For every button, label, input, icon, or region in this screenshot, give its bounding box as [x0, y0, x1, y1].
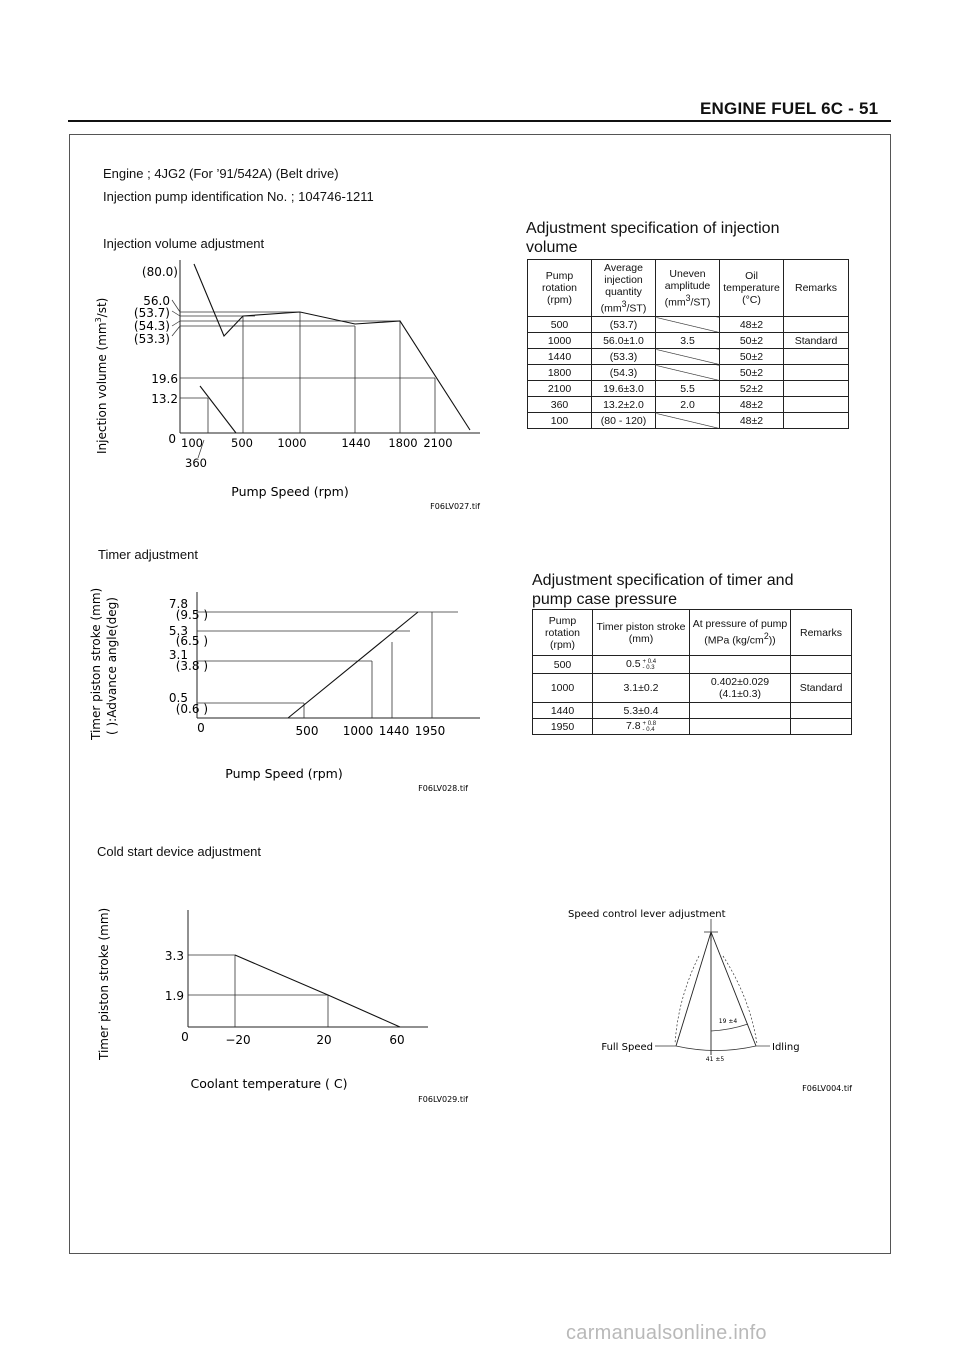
- timer-ytick-advance: (6.5 ): [175, 634, 208, 648]
- cell-rpm: 500: [528, 317, 592, 333]
- cold-ytick: 3.3: [164, 949, 184, 963]
- col-pump-rotation: Pump rotation (rpm): [533, 610, 593, 656]
- table-row: [528, 365, 849, 381]
- cell-rpm: 100: [528, 413, 592, 429]
- cell-remarks: [784, 349, 849, 365]
- table-row: [528, 381, 849, 397]
- cell-stroke-value: 7.8: [625, 720, 641, 733]
- col-average-quantity-sup: 3: [621, 298, 627, 309]
- timer-origin: 0: [197, 721, 205, 735]
- injection-ylabel-end: /st): [95, 297, 109, 318]
- injection-ytick: 19.6: [151, 372, 178, 386]
- col-remarks: Remarks: [791, 610, 852, 656]
- cell-oil: 48±2: [720, 317, 784, 333]
- cell-oil: 50±2: [720, 349, 784, 365]
- table-row: [533, 719, 852, 735]
- cell-uneven-empty: [656, 365, 720, 381]
- cell-rpm: 1440: [528, 349, 592, 365]
- cold-xtick: 20: [316, 1033, 332, 1047]
- header-rule: [68, 120, 891, 122]
- injection-ytick: (80.0): [141, 265, 178, 279]
- col-average-quantity-end: /ST): [626, 302, 647, 315]
- cold-y-axis-label: Timer piston stroke (mm): [97, 907, 111, 1060]
- injection-figure-id: F06LV027.tif: [430, 502, 480, 511]
- timer-ytick: 7.8: [168, 597, 188, 611]
- lever-left-dashed-arc: [675, 956, 699, 1044]
- cell-uneven-empty: [656, 317, 720, 333]
- cell-rpm: 2100: [528, 381, 592, 397]
- engine-line: Engine ; 4JG2 (For ’91/542A) (Belt drive): [103, 166, 339, 181]
- cell-remarks: [784, 381, 849, 397]
- injection-x-axis-label: Pump Speed (rpm): [231, 484, 349, 499]
- table-row: [533, 656, 852, 674]
- lever-inner-arc: [711, 1024, 748, 1031]
- lever-figure-id: F06LV004.tif: [802, 1084, 852, 1093]
- timer-ytick-advance: (0.6 ): [175, 702, 208, 716]
- lever-right-dashed-arc: [723, 956, 757, 1044]
- col-uneven-amplitude: [656, 260, 720, 317]
- injection-table-header: [528, 260, 849, 317]
- timer-xtick: 1000: [342, 724, 374, 738]
- col-pump-pressure-end: )): [768, 634, 776, 647]
- cell-stroke-tolerance: [643, 659, 657, 671]
- cell-pressure: 0.402±0.029 (4.1±0.3): [690, 674, 791, 703]
- timer-x-axis-label: Pump Speed (rpm): [225, 766, 343, 781]
- timer-ytick-advance: (9.5 ): [175, 608, 208, 622]
- cell-uneven-empty: [656, 349, 720, 365]
- cell-remarks: [791, 656, 852, 674]
- cell-rpm: 1000: [528, 333, 592, 349]
- cell-remarks: [791, 719, 852, 735]
- col-uneven-amplitude-main: Uneven amplitude (mm: [664, 267, 711, 309]
- col-uneven-amplitude-sup: 3: [685, 292, 691, 303]
- timer-xtick: 1440: [378, 724, 410, 738]
- cell-quantity: (54.3): [592, 365, 656, 381]
- injection-ytick: 13.2: [151, 392, 178, 406]
- timer-table-header: [533, 610, 852, 656]
- injection-xtick: 1440: [341, 436, 371, 450]
- injection-curve: [194, 264, 470, 430]
- table-row: [528, 349, 849, 365]
- tolerance-plus: + 0.4: [642, 658, 657, 665]
- cell-quantity: 19.6±3.0: [592, 381, 656, 397]
- timer-spec-table: [532, 609, 852, 735]
- col-remarks: Remarks: [784, 260, 849, 317]
- speed-lever-diagram: [560, 903, 860, 1098]
- cell-remarks: Standard: [791, 674, 852, 703]
- lever-full-speed-line: [676, 932, 711, 1046]
- cell-rpm: 1800: [528, 365, 592, 381]
- timer-figure-id: F06LV028.tif: [418, 784, 468, 793]
- injection-ylabel-sup: 3: [94, 317, 103, 323]
- lever-outer-angle: 41 ±5: [705, 1056, 725, 1063]
- cell-rpm: 1000: [533, 674, 593, 703]
- lever-idling-line: [711, 932, 756, 1046]
- injection-chart: [90, 250, 500, 515]
- table-row: [533, 703, 852, 719]
- cold-curve: [235, 955, 400, 1027]
- cell-uneven: 3.5: [656, 333, 720, 349]
- table-row: [528, 413, 849, 429]
- cell-stroke: [593, 656, 690, 674]
- cell-oil: 50±2: [720, 365, 784, 381]
- lever-inner-angle: 19 ±4: [718, 1018, 738, 1025]
- cold-xtick: 60: [389, 1033, 405, 1047]
- table-row: [533, 674, 852, 703]
- lever-idling-label: Idling: [772, 1042, 800, 1053]
- table-row: [528, 317, 849, 333]
- cell-pressure: [690, 703, 791, 719]
- cell-oil: 48±2: [720, 397, 784, 413]
- injection-xtick: 500: [231, 436, 253, 450]
- cell-stroke: 3.1±0.2: [593, 674, 690, 703]
- cell-uneven-empty: [656, 413, 720, 429]
- col-pump-pressure-sup: 2: [763, 631, 769, 642]
- injection-xtick: 100: [181, 436, 203, 450]
- col-oil-temperature: Oil temperature (°C): [720, 260, 784, 317]
- cell-quantity: 56.0±1.0: [592, 333, 656, 349]
- table-row: [528, 397, 849, 413]
- cell-remarks: [784, 397, 849, 413]
- cold-ytick: 1.9: [164, 989, 184, 1003]
- cell-quantity: (80 - 120): [592, 413, 656, 429]
- timer-chart: [78, 588, 488, 793]
- injection-xtick: 1000: [277, 436, 307, 450]
- cell-pressure: [690, 656, 791, 674]
- timer-xtick: 1950: [414, 724, 446, 738]
- injection-xtick: 2100: [423, 436, 453, 450]
- cell-rpm: 500: [533, 656, 593, 674]
- cell-remarks: [784, 365, 849, 381]
- col-pump-pressure-main: At pressure of pump (MPa (kg/cm: [692, 618, 788, 647]
- tolerance-plus: + 0.8: [642, 720, 657, 727]
- timer-ytick: 0.5: [168, 691, 188, 705]
- injection-section-label: Injection volume adjustment: [103, 236, 265, 251]
- cell-stroke-value: 0.5: [625, 658, 641, 671]
- cold-x-axis-label: Coolant temperature ( C): [190, 1076, 348, 1091]
- timer-xtick: 500: [295, 724, 319, 738]
- pump-id-line: Injection pump identification No. ; 104746-1211: [103, 189, 374, 204]
- cell-uneven: 2.0: [656, 397, 720, 413]
- cold-origin: 0: [181, 1030, 189, 1044]
- injection-leader-53.7: [172, 311, 180, 316]
- cell-remarks: [791, 703, 852, 719]
- col-average-quantity: [592, 260, 656, 317]
- timer-section-label: Timer adjustment: [98, 547, 198, 562]
- injection-low-curve: [200, 386, 236, 433]
- cold-figure-id: F06LV029.tif: [418, 1095, 468, 1104]
- cell-uneven: 5.5: [656, 381, 720, 397]
- watermark: carmanualsonline.info: [566, 1322, 767, 1344]
- cell-rpm: 1440: [533, 703, 593, 719]
- cell-oil: 48±2: [720, 413, 784, 429]
- timer-curve: [288, 612, 418, 718]
- cell-stroke: 5.3±0.4: [593, 703, 690, 719]
- lever-title: Speed control lever adjustment: [568, 909, 726, 920]
- timer-ytick: 3.1: [168, 648, 188, 662]
- col-pump-rotation: Pump rotation (rpm): [528, 260, 592, 317]
- col-timer-stroke: Timer piston stroke (mm): [593, 610, 690, 656]
- injection-xtick: 1800: [388, 436, 418, 450]
- col-pump-pressure: [690, 610, 791, 656]
- cell-remarks: Standard: [784, 333, 849, 349]
- injection-spec-table: [527, 259, 849, 429]
- timer-ytick-advance: (3.8 ): [175, 659, 208, 673]
- injection-y-axis-label: [94, 298, 109, 454]
- injection-leader-53.3: [172, 326, 180, 336]
- injection-leader-54.3: [172, 321, 180, 326]
- lever-full-speed-label: Full Speed: [601, 1042, 653, 1053]
- cell-remarks: [784, 413, 849, 429]
- cell-quantity: (53.7): [592, 317, 656, 333]
- cell-rpm: 360: [528, 397, 592, 413]
- cold-start-chart: [88, 890, 478, 1105]
- injection-ytick: (54.3): [133, 319, 170, 333]
- tolerance-minus: - 0.3: [642, 664, 655, 671]
- injection-xtick: 360: [185, 456, 207, 470]
- injection-ytick: 56.0: [143, 294, 170, 308]
- cell-stroke: [593, 719, 690, 735]
- page-header: ENGINE FUEL 6C - 51: [700, 99, 879, 118]
- timer-y-axis-label-advance: ( ):Advance angle(deg): [105, 597, 119, 735]
- cell-stroke-tolerance: [643, 721, 657, 733]
- timer-ytick: 5.3: [168, 624, 188, 638]
- cell-pressure: [690, 719, 791, 735]
- timer-y-axis-label: Timer piston stroke (mm): [89, 588, 103, 740]
- cell-rpm: 1950: [533, 719, 593, 735]
- injection-table-title: Adjustment specification of injection volume: [526, 220, 780, 256]
- cell-oil: 52±2: [720, 381, 784, 397]
- cell-quantity: 13.2±2.0: [592, 397, 656, 413]
- table-row: [528, 333, 849, 349]
- cell-remarks: [784, 317, 849, 333]
- injection-ytick: (53.7): [133, 306, 170, 320]
- tolerance-minus: - 0.4: [642, 726, 655, 733]
- cold-xtick: −20: [225, 1033, 251, 1047]
- cell-oil: 50±2: [720, 333, 784, 349]
- cell-quantity: (53.3): [592, 349, 656, 365]
- timer-table-title: Adjustment specification of timer and pump case pressure: [532, 572, 794, 608]
- injection-ytick: (53.3): [133, 332, 170, 346]
- injection-origin: 0: [168, 432, 176, 446]
- injection-leader-56: [172, 300, 180, 312]
- lever-outer-arc: [676, 1046, 756, 1051]
- injection-ylabel-main: Injection volume (mm: [95, 322, 109, 454]
- col-average-quantity-main: Average injection quantity (mm: [600, 261, 643, 315]
- cold-start-section-label: Cold start device adjustment: [97, 844, 262, 859]
- col-uneven-amplitude-end: /ST): [690, 296, 711, 309]
